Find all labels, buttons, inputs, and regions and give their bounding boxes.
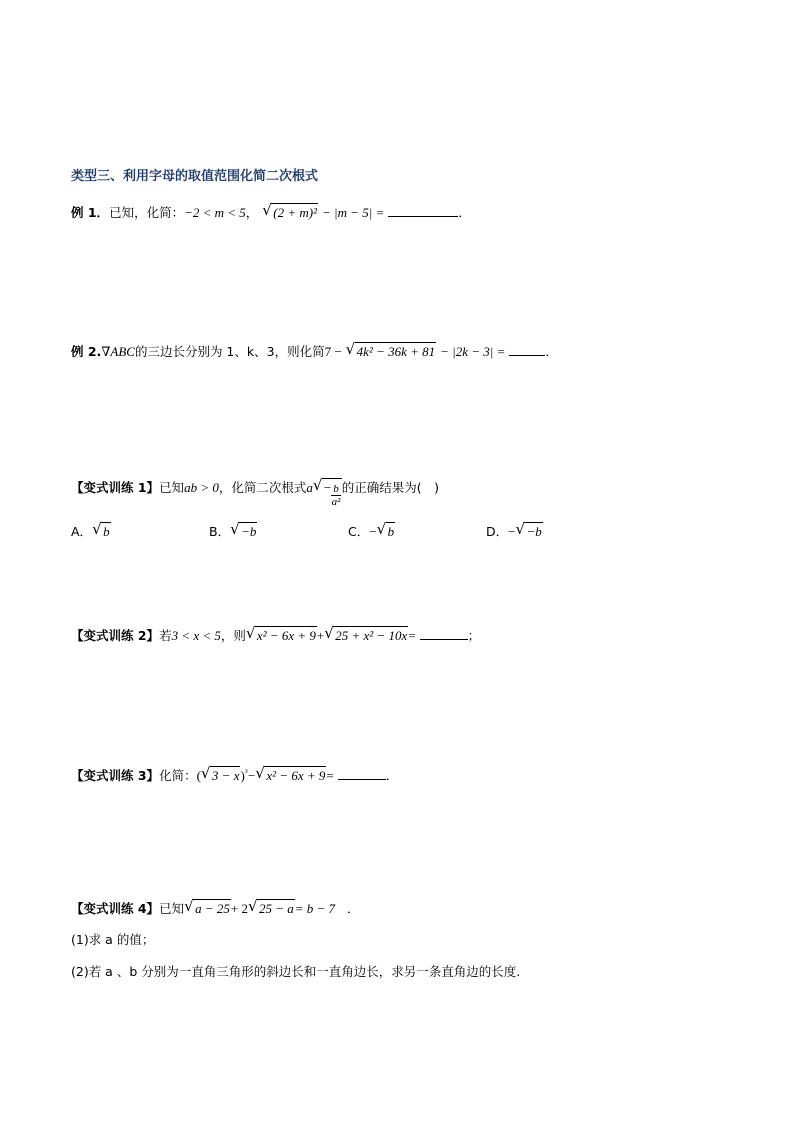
equals-sign: = [408,628,416,643]
variant-1-intro: 已知 [159,480,185,495]
question-1: (1)求 a 的值； [71,932,155,947]
radicand: − $\frac{b}{\text{a²}}$ [323,480,341,508]
option-letter: D． [486,524,509,539]
numerator: b [333,483,339,495]
example-1-intro: 已知，化简： [109,205,185,220]
radicand: (2 + m)² [273,205,318,220]
answer-blank[interactable] [420,629,468,640]
variant-2-label: 【变式训练 2】 [71,628,160,643]
example-2 [71,342,558,360]
option-sqrt [230,522,257,540]
radicand: a − 25 [195,901,230,916]
exponent: ² [244,767,249,777]
sqrt-expression [262,203,318,221]
example-1-condition: −2 < m < 5 [184,205,246,220]
radicand: −b [241,524,257,539]
variant-4-intro: 已知 [159,901,185,916]
variant-3-label: 【变式训练 3】 [71,768,160,783]
variant-3: 【变式训练 3】化简：(√ 3 − x)$^{^2}$−√ x² − 6x + 9= ． [71,766,398,784]
option-sqrt [92,522,111,540]
example-2-intro: 的三边长分别为 1、k、3，则化简 [134,344,325,359]
period: ． [385,768,399,783]
option-sign: − [369,524,377,539]
period: ． [458,205,471,220]
radicand: x² − 6x + 9 [266,768,326,783]
sqrt-expression [346,342,436,360]
question-2: (2)若 a 、b 分别为一直角三角形的斜边长和一直角边长，求另一条直角边的长度. [71,964,521,979]
sqrt-fraction [313,478,342,508]
option-a[interactable] [71,522,111,540]
option-b[interactable] [209,522,257,540]
denominator: a² [331,496,341,508]
example-1-rest: − |m − 5| = [322,205,385,220]
option-sign: − [508,524,516,539]
minus-sign: − [248,768,256,783]
variant-1-tail: 的正确结果为( ) [341,480,439,495]
answer-blank[interactable] [509,345,545,356]
variant-1-condition: ab > 0 [184,480,219,495]
answer-blank[interactable] [338,769,386,780]
variant-2 [71,626,480,644]
example-2-rest: − |2k − 3| = [440,344,506,359]
radicand: b [103,524,110,539]
option-letter: A． [71,524,93,539]
radicand: b [387,524,395,539]
radicand: 4k² − 36k + 81 [356,344,436,359]
plus-two: + 2 [230,901,248,916]
radicand: 3 − x [211,768,240,783]
answer-blank[interactable] [388,206,458,217]
option-letter: B． [209,524,231,539]
variant-1 [71,478,439,508]
sqrt-expression-2 [248,899,295,917]
period: ． [347,901,360,916]
variant-1-mid: ，化简二次根式 [218,480,307,495]
option-c[interactable] [348,522,395,540]
equation-rest: = b − 7 [294,901,336,916]
variant-2-intro: 若 [159,628,172,643]
option-d[interactable] [486,522,543,540]
option-sqrt [377,522,396,540]
variant-4 [71,899,360,917]
example-1-label: 例 1． [71,205,110,220]
variant-3-intro: 化简： [159,768,197,783]
plus-sign: + [316,628,325,643]
variant-2-mid: ，则 [220,628,246,643]
sqrt-expression-1 [201,766,241,784]
radicand: 25 − a [258,901,294,916]
sqrt-expression-2 [255,766,326,784]
radicand: −b [526,524,542,539]
section-title: 类型三、利用字母的取值范围化简二次根式 [71,169,319,184]
fraction [331,483,341,508]
radicand: x² − 6x + 9 [256,628,316,643]
sqrt-expression-2 [324,626,408,644]
variant-2-condition: 3 < x < 5 [171,628,221,643]
sqrt-expression-1 [184,899,231,917]
equals-sign: = [326,768,334,783]
option-letter: C． [348,524,370,539]
example-2-lead: 7 − [324,344,342,359]
sqrt-expression-1 [246,626,317,644]
variant-4-label: 【变式训练 4】 [71,901,160,916]
triangle-symbol: ∇ABC [101,344,135,359]
coefficient: a [306,480,313,495]
period: ． [545,344,558,359]
example-2-label: 例 2. [71,344,102,359]
separator: ， [245,205,259,220]
variant-1-label: 【变式训练 1】 [71,480,160,495]
example-1 [71,203,471,221]
semicolon: ； [467,628,481,643]
radicand: 25 + x² − 10x [335,628,408,643]
option-sqrt [515,522,542,540]
